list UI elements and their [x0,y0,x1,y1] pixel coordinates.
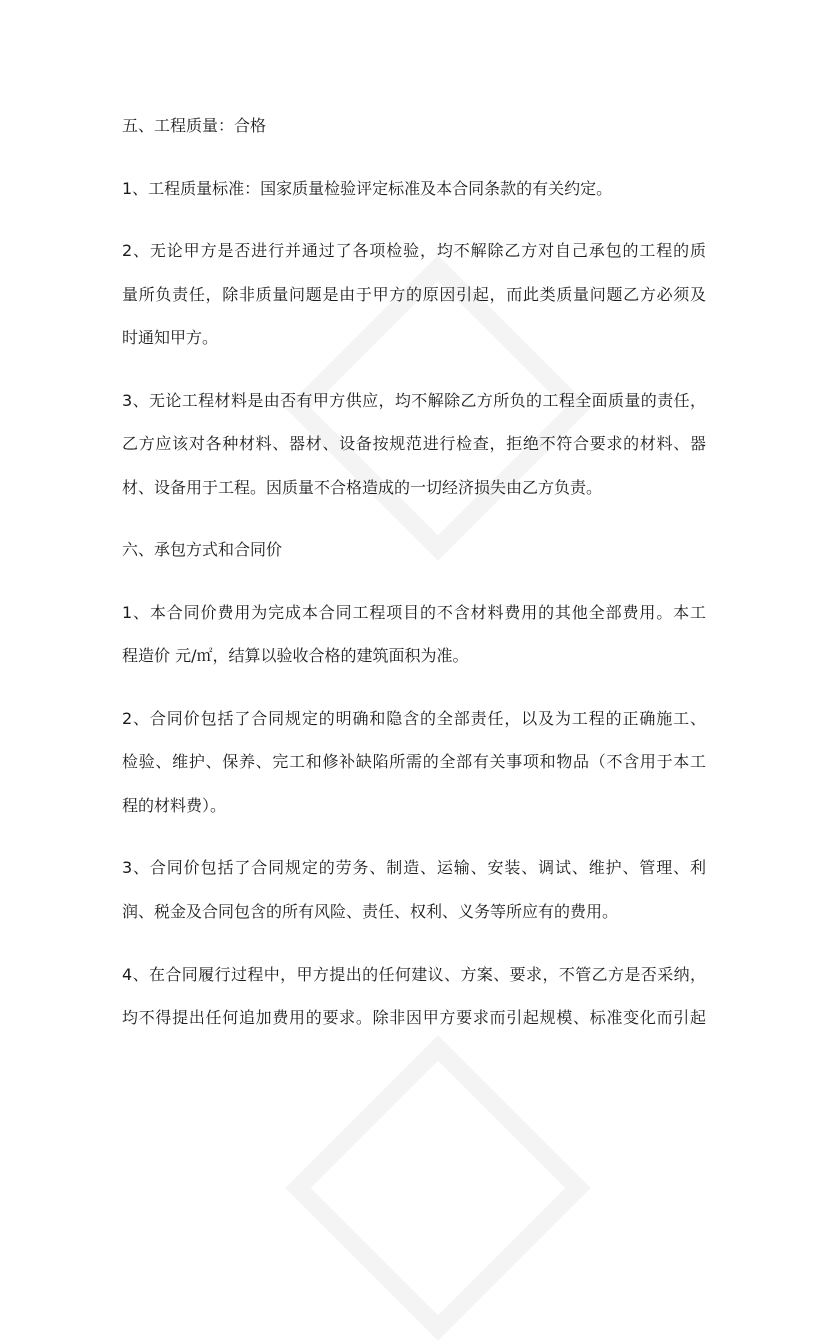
paragraph-line: 均不得提出任何追加费用的要求。除非因甲方要求而引起规模、标准变化而引起 [122,1008,706,1027]
paragraph-line: 程造价 元/㎡，结算以验收合格的建筑面积为准。 [122,646,469,665]
paragraph-line: 程的材料费）。 [122,796,227,815]
paragraph-line: 3、无论工程材料是由否有甲方供应，均不解除乙方所负的工程全面质量的责任， [122,391,706,410]
paragraph-line: 乙方应该对各种材料、器材、设备按规范进行检查，拒绝不符合要求的材料、器 [122,434,706,453]
paragraph-line: 4、在合同履行过程中，甲方提出的任何建议、方案、要求，不管乙方是否采纳， [122,965,706,984]
paragraph-line: 时通知甲方。 [122,328,219,347]
paragraph-line: 量所负责任，除非质量问题是由于甲方的原因引起，而此类质量问题乙方必须及 [122,285,706,304]
paragraph-line: 2、无论甲方是否进行并通过了各项检验，均不解除乙方对自己承包的工程的质 [122,241,706,260]
paragraph-line: 3、合同价包括了合同规定的劳务、制造、运输、安装、调试、维护、管理、利 [122,858,706,877]
section-heading-contract-price: 六、承包方式和合同价 [122,540,283,559]
paragraph-line: 材、设备用于工程。因质量不合格造成的一切经济损失由乙方负责。 [122,478,603,497]
watermark [285,1035,590,1340]
section-heading-quality: 五、工程质量：合格 [122,116,267,135]
paragraph-line: 检验、维护、保养、完工和修补缺陷所需的全部有关事项和物品（不含用于本工 [122,752,706,771]
paragraph-line: 2、合同价包括了合同规定的明确和隐含的全部责任，以及为工程的正确施工、 [122,709,706,728]
paragraph-line: 润、税金及合同包含的所有风险、责任、权利、义务等所应有的费用。 [122,902,619,921]
paragraph-line: 1、本合同价费用为完成本合同工程项目的不含材料费用的其他全部费用。本工 [122,603,706,622]
paragraph-line: 1、工程质量标准：国家质量检验评定标准及本合同条款的有关约定。 [122,179,613,198]
